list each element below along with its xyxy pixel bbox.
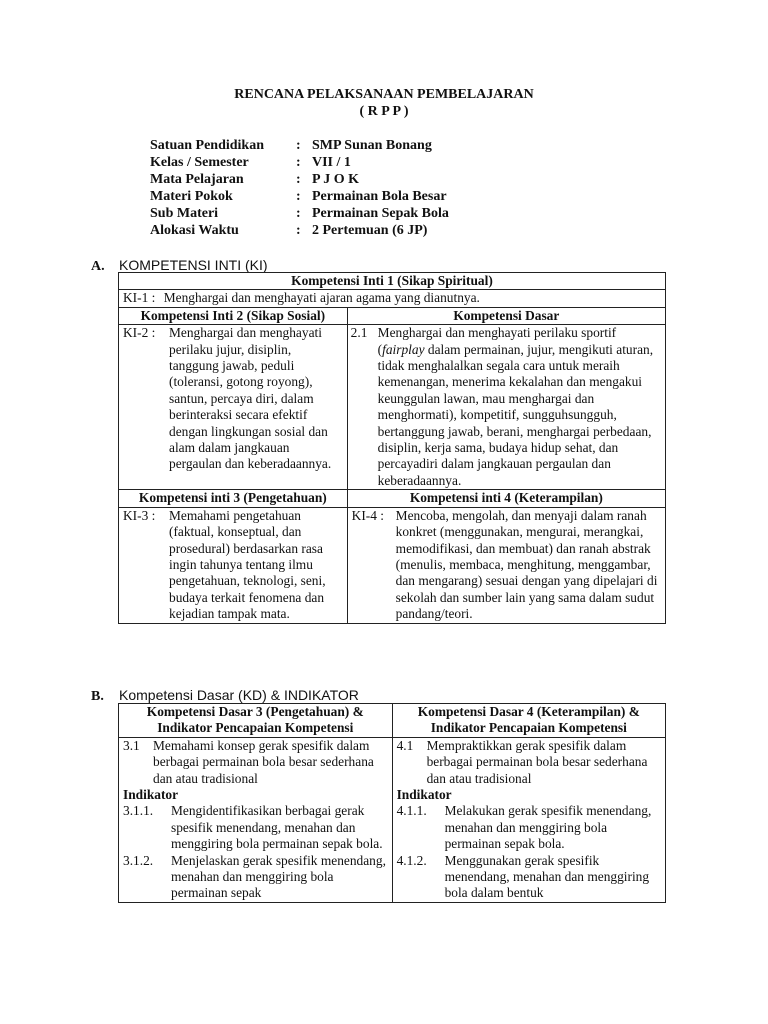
kd21-text	[378, 325, 661, 489]
identity-row	[150, 188, 449, 205]
identity-key: Satuan Pendidikan	[150, 138, 264, 153]
identity-colon: :	[296, 138, 301, 153]
i412-text: Menggunakan gerak spesifik menendang, menahan dan menggiring bola dalam bentuk	[444, 852, 650, 901]
identity-colon: :	[296, 223, 301, 238]
i412-label: 4.1.2.	[396, 852, 427, 868]
ki2-cell	[119, 325, 348, 490]
kd4-indikator-label: Indikator	[396, 787, 452, 803]
ki2-header: Kompetensi Inti 2 (Sikap Sosial)	[119, 307, 348, 324]
kd3-indikator-label: Indikator	[123, 787, 179, 803]
identity-row	[150, 154, 449, 171]
identity-value: SMP Sunan Bonang	[312, 138, 432, 153]
i311-text: Mengidentifikasikan berbagai gerak spesifik menendang, menahan dan menggiring bola permainan sepak bola.	[171, 803, 383, 852]
ki4-text: Mencoba, mengolah, dan menyaji dalam ranah konkret (menggunakan, mengurai, merangkai, memodifikasi, dan membuat) dan ranah abstrak (menulis, membaca, menghitung, menggambar, dan mengarang) sesuai dengan yang dipelajari di sekolah dan sumber lain yang sama dalam sudut pandang/teori.	[395, 507, 658, 622]
kd31-label: 3.1	[123, 737, 140, 753]
ki1-header: Kompetensi Inti 1 (Sikap Spiritual)	[119, 273, 666, 290]
section-b-title: Kompetensi Dasar (KD) & INDIKATOR	[119, 687, 359, 703]
document-subtitle: ( R P P )	[359, 104, 409, 119]
ki1-label: KI-1 :	[123, 290, 156, 306]
i412-item	[397, 853, 661, 902]
kd41-label: 4.1	[396, 737, 414, 753]
ki3-header: Kompetensi inti 3 (Pengetahuan)	[119, 490, 348, 507]
identity-key: Kelas / Semester	[150, 155, 249, 170]
kd4-cell	[392, 737, 665, 902]
kd41-text: Mempraktikkan gerak spesifik dalam berbagai permainan bola besar sederhana dan atau tradisional	[426, 737, 648, 786]
i312-text: Menjelaskan gerak spesifik menendang, menahan dan menggiring bola permainan sepak	[171, 852, 386, 901]
identity-row	[150, 222, 449, 239]
identity-key: Materi Pokok	[150, 189, 233, 204]
identity-block	[150, 137, 449, 239]
kd31-text: Memahami konsep gerak spesifik dalam berbagai permainan bola besar sederhana dan atau tradisional	[153, 737, 374, 786]
ki-table	[118, 272, 666, 624]
kd4-header: Kompetensi Dasar 4 (Keterampilan) & Indikator Pencapaian Kompetensi	[392, 704, 665, 738]
identity-colon: :	[296, 206, 301, 221]
identity-value: P J O K	[312, 172, 360, 187]
ki1-row	[119, 290, 666, 307]
identity-row	[150, 205, 449, 222]
identity-value: Permainan Sepak Bola	[312, 206, 449, 221]
ki4-label: KI-4 :	[351, 507, 385, 523]
identity-key: Alokasi Waktu	[150, 223, 239, 238]
identity-value: Permainan Bola Besar	[312, 189, 447, 204]
ki2-label: KI-2 :	[123, 325, 156, 341]
ki1-text: Menghargai dan menghayati ajaran agama yang dianutnya.	[163, 290, 480, 306]
i411-item	[397, 803, 661, 852]
identity-key: Mata Pelajaran	[150, 172, 244, 187]
i411-label: 4.1.1.	[396, 803, 427, 819]
document-title: RENCANA PELAKSANAAN PEMBELAJARAN	[234, 87, 534, 102]
section-b-letter: B.	[91, 689, 104, 704]
kd21-text-post: dalam permainan, jujur, mengikuti aturan, tidak menghalalkan segala cara untuk meraih kemenangan, menerima kekalahan dan mengakui keunggulan lawan, mau menghargai dan menghormati), kompetitif, sungguhsungguh, bertanggung jawab, berani, menghargai perbedaan, disiplin, kerja sama, budaya hidup sehat, dan percayadiri dalam jangkauan pergaulan dan keberadaannya.	[377, 341, 654, 488]
i311-item	[123, 803, 388, 852]
kd41-item	[397, 738, 661, 787]
i312-label: 3.1.2.	[123, 852, 154, 868]
identity-colon: :	[296, 189, 301, 204]
identity-value: VII / 1	[312, 155, 351, 170]
kd31-item	[123, 738, 388, 787]
kd21-text-pre: Menghargai dan menghayati perilaku sportif (	[377, 325, 617, 357]
kd-header: Kompetensi Dasar	[347, 307, 665, 324]
i312-item	[123, 853, 388, 902]
kd3-header: Kompetensi Dasar 3 (Pengetahuan) & Indikator Pencapaian Kompetensi	[119, 704, 393, 738]
identity-row	[150, 137, 449, 154]
identity-colon: :	[296, 172, 301, 187]
section-a-letter: A.	[91, 259, 105, 274]
kd-indikator-table	[118, 703, 666, 903]
ki2-text: Menghargai dan menghayati perilaku jujur, disiplin, tanggung jawab, peduli (toleransi, gotong royong), santun, percaya diri, dalam berinteraksi secara efektif dengan lingkungan sosial dan alam dalam jangkauan pergaulan dan keberadaannya.	[169, 325, 332, 472]
ki4-cell	[347, 507, 665, 623]
section-a-title: KOMPETENSI INTI (KI)	[119, 257, 268, 273]
ki4-header: Kompetensi inti 4 (Keterampilan)	[347, 490, 665, 507]
identity-row	[150, 171, 449, 188]
identity-value: 2 Pertemuan (6 JP)	[312, 223, 428, 238]
kd3-cell	[119, 737, 393, 902]
kd21-label: 2.1	[350, 325, 368, 341]
kd21-cell	[347, 325, 665, 490]
identity-colon: :	[296, 155, 301, 170]
i311-label: 3.1.1.	[123, 803, 154, 819]
identity-key: Sub Materi	[150, 206, 219, 221]
i411-text: Melakukan gerak spesifik menendang, menahan dan menggiring bola permainan sepak bola.	[444, 803, 652, 852]
ki3-cell	[119, 507, 348, 623]
kd21-text-italic: fairplay	[382, 341, 425, 357]
ki3-label: KI-3 :	[123, 507, 156, 523]
ki3-text: Memahami pengetahuan (faktual, konseptual, dan prosedural) berdasarkan rasa ingin tahunya tentang ilmu pengetahuan, teknologi, seni, budaya terkait fenomena dan kejadian tampak mata.	[169, 507, 326, 622]
